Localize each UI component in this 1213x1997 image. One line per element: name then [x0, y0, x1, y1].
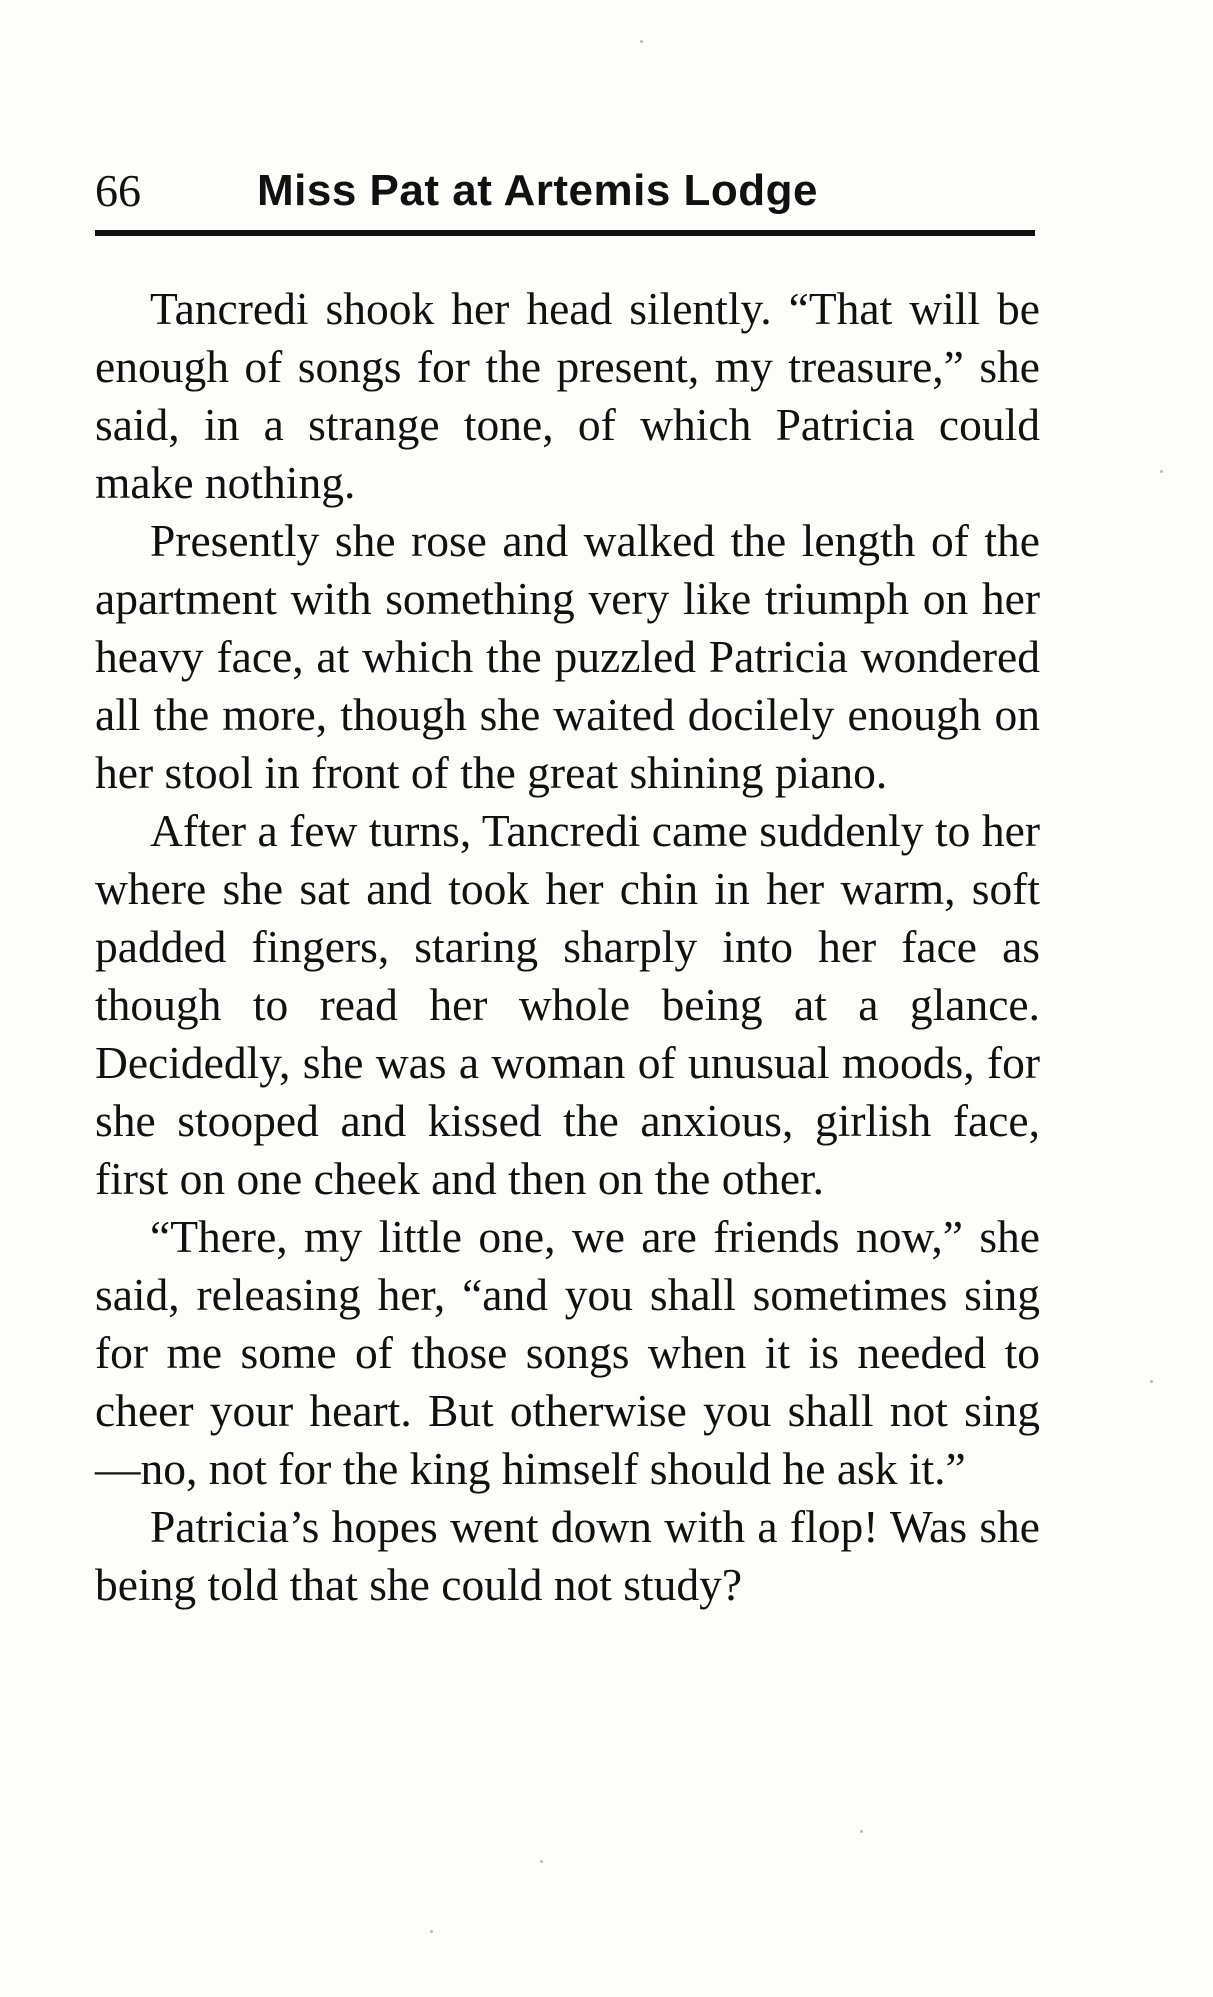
body-text — [95, 280, 1040, 1614]
paragraph: Patricia’s hopes went down with a flop! Was she being told that she could not study? — [95, 1501, 1040, 1610]
paper-speck — [1150, 1380, 1153, 1383]
paper-speck — [1160, 470, 1163, 473]
paper-speck — [430, 1930, 433, 1933]
running-head — [95, 160, 1035, 236]
paper-speck — [540, 1860, 543, 1863]
paragraph: After a few turns, Tancredi came suddenly to her where she sat and took her chin in her warm, soft padded fingers, staring sharply into her face as though to read her whole being at a glance. Decidedly, she was a woman of unusual moods, for she stooped and kissed the anxious, girlish face, first on one cheek and then on the other. — [95, 805, 1040, 1204]
paper-speck — [860, 1830, 863, 1833]
paragraph: Tancredi shook her head silently. “That will be enough of songs for the present, my treasure,” she said, in a strange tone, of which Patricia could make nothing. — [95, 283, 1040, 508]
paragraph: Presently she rose and walked the length of the apartment with something very like triumph on her heavy face, at which the puzzled Patricia wondered all the more, though she waited docilely enough on her stool in front of the great shining piano. — [95, 515, 1040, 798]
page-number: 66 — [95, 165, 141, 216]
paper-speck — [640, 40, 643, 43]
paragraph: “There, my little one, we are friends now,” she said, releasing her, “and you shall sometimes sing for me some of those songs when it is needed to cheer your heart. But otherwise you shall not sing—no, not for the king himself should he ask it.” — [95, 1211, 1040, 1494]
book-title: Miss Pat at Artemis Lodge — [257, 166, 818, 215]
